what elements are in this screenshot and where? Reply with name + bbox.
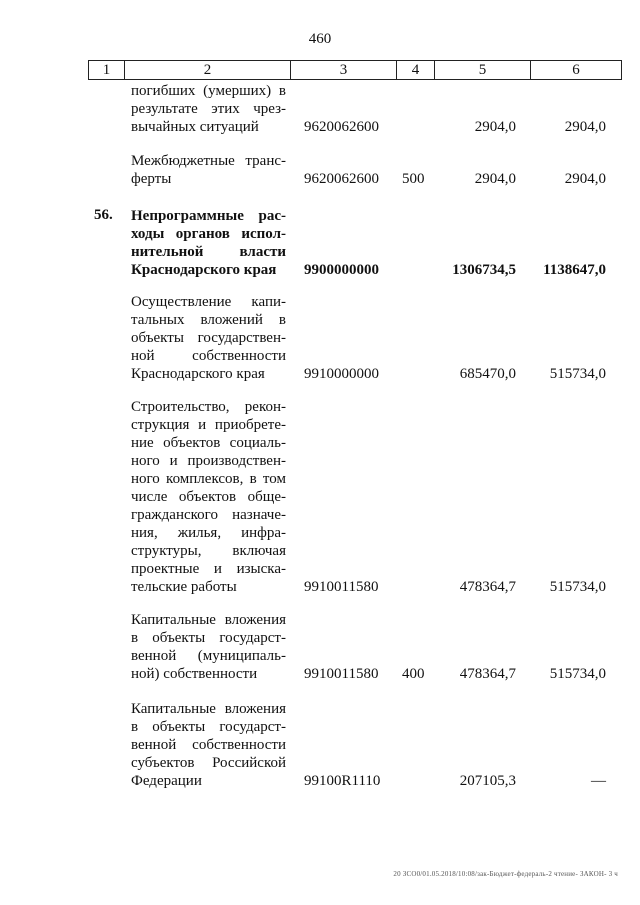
document-footer-stamp: 20 ЗСО0/01.05.2018/10:08/зак-Бюджет-федераль-2 чтение- ЗАКОН- 3 ч <box>393 870 618 878</box>
row-description: погибших (умерших) в результате этих чрез-вычайных ситуаций <box>131 83 286 135</box>
row-value-col5: 207105,3 <box>459 773 516 789</box>
row-code: 9620062600 <box>304 119 379 135</box>
row-description: Межбюджетные транс-ферты <box>131 153 286 187</box>
row-code: 9910000000 <box>304 366 379 382</box>
row-vr: 500 <box>402 171 425 187</box>
header-col-3: 3 <box>291 61 397 79</box>
row-description: Капитальные вложения в объекты государст-венной (муниципаль-ной) собственности <box>131 612 286 682</box>
row-value-col6: 2904,0 <box>564 171 606 187</box>
row-description: Осуществление капи-тальных вложений в объекты государствен-ной собственности Краснодарского края <box>131 294 286 382</box>
row-number: 56. <box>94 207 113 223</box>
row-value-col5: 2904,0 <box>474 119 516 135</box>
row-value-col5: 1306734,5 <box>452 262 516 278</box>
header-col-2: 2 <box>125 61 291 79</box>
row-value-col5: 478364,7 <box>459 666 516 682</box>
row-description: Непрограммные рас-ходы органов испол-нительной власти Краснодарского края <box>131 208 286 278</box>
row-value-col6: 2904,0 <box>564 119 606 135</box>
header-col-4: 4 <box>397 61 435 79</box>
row-vr: 400 <box>402 666 425 682</box>
row-value-col5: 2904,0 <box>474 171 516 187</box>
table-header-row <box>88 60 622 80</box>
row-value-col6: 515734,0 <box>549 366 606 382</box>
row-description: Капитальные вложения в объекты государст-венной собственности субъектов Российской Федерации <box>131 701 286 789</box>
row-value-col6: 1138647,0 <box>543 262 606 278</box>
row-code: 9910011580 <box>304 666 379 682</box>
header-col-5: 5 <box>435 61 531 79</box>
row-code: 9900000000 <box>304 262 379 278</box>
row-description: Строительство, рекон-струкция и приобрете-ние объектов социаль-ного и производствен-ного комплексов, в том числе объектов обще-гражданского назначе-ния, жилья, инфра-структуры, включая проектные и изыска-тельские работы <box>131 399 286 595</box>
row-value-col6: — <box>591 773 606 789</box>
header-col-1: 1 <box>89 61 125 79</box>
row-code: 9910011580 <box>304 579 379 595</box>
row-code: 9620062600 <box>304 171 379 187</box>
page-number: 460 <box>308 31 332 47</box>
header-col-6: 6 <box>572 62 580 78</box>
row-value-col5: 685470,0 <box>459 366 516 382</box>
row-code: 99100R1110 <box>304 773 381 789</box>
row-value-col5: 478364,7 <box>459 579 516 595</box>
row-value-col6: 515734,0 <box>549 666 606 682</box>
row-value-col6: 515734,0 <box>549 579 606 595</box>
